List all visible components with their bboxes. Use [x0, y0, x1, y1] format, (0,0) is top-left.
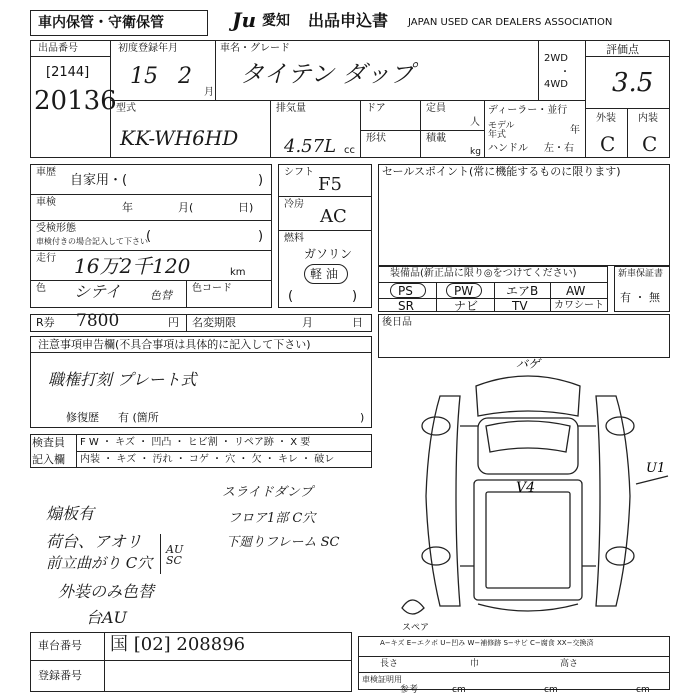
registration-label: 初度登録年月 — [118, 43, 178, 54]
inspection-label: 車検 — [36, 197, 56, 208]
dealer-label: ディーラー・並行 — [488, 105, 568, 116]
size-unit-height: cm — [636, 685, 650, 695]
lot-number: 20136 — [34, 86, 117, 116]
model-year-label: モデル年式 — [488, 121, 515, 140]
inspection-day-unit: 日) — [238, 201, 254, 214]
handle-label: ハンドル — [488, 143, 528, 154]
color-note: 色替 — [150, 289, 172, 302]
spare-tire — [402, 600, 424, 614]
shift-value: F5 — [318, 174, 342, 195]
fuel-diesel: 軽 油 — [310, 267, 338, 281]
remark-slide-dump: スライドダンプ — [222, 485, 313, 500]
notes-label: 注意事項申告欄(不具合事項は具体的に記入して下さい) — [38, 338, 311, 351]
color-code-label: 色コード — [192, 283, 232, 294]
equipment-sr: SR — [398, 299, 414, 313]
diagram-center-mark: V4 — [516, 480, 536, 496]
sales-point-label: セールスポイント(常に機能するものに限ります) — [382, 165, 621, 178]
score-value: 3.5 — [612, 68, 654, 98]
equipment-airbag: エアB — [506, 284, 539, 298]
warranty-label: 新車保証書 — [618, 269, 664, 279]
rear-left-wheel — [422, 547, 450, 565]
mileage-label: 走行 — [36, 253, 56, 264]
mileage-value: 16万2千120 — [74, 254, 191, 278]
shift-label: シフト — [284, 167, 314, 178]
cab-outline — [478, 418, 578, 474]
remark-floor: フロア1部 C穴 — [228, 511, 316, 526]
history-label: 車歴 — [36, 167, 56, 178]
inspector-label: 検査員 — [32, 436, 65, 449]
score-label: 評価点 — [606, 43, 639, 56]
recycle-label: R券 — [36, 316, 55, 329]
size-height: 高さ — [560, 659, 579, 669]
inspection-valid-note: 車検付きの場合記入して下さい — [36, 237, 148, 246]
front-right-wheel — [606, 417, 634, 435]
damage-codes-interior: 内装 ・ キズ ・ 汚れ ・ コゲ ・ 穴 ・ 欠 ・ キレ ・ 破レ — [80, 454, 335, 465]
history-value: 自家用・( — [70, 173, 128, 188]
interior-score: C — [642, 132, 658, 156]
diagram-top-label: バゲ — [516, 357, 541, 371]
bed-outline — [474, 480, 582, 600]
left-side-panel — [426, 396, 460, 606]
damage-codes-exterior: F W ・ キズ ・ 凹凸 ・ ヒビ割 ・ リペア跡 ・ X 要 — [80, 437, 311, 448]
load-unit: kg — [470, 147, 481, 157]
registration-month: 2 — [178, 64, 192, 89]
remark-bracket — [160, 534, 161, 574]
interior-score-label: 内装 — [638, 113, 658, 124]
color-value: シテイ — [74, 282, 121, 301]
inspection-year-unit: 年 — [122, 201, 133, 214]
lot-number-label: 出品番号 — [38, 43, 78, 54]
equipment-ps: PS — [398, 284, 413, 298]
size-ref: 参考 — [400, 685, 419, 695]
color-label: 色 — [36, 283, 46, 294]
remark-color-change: 外装のみ色替 — [58, 582, 155, 601]
expiry-label: 名変期限 — [192, 316, 236, 329]
size-length: 長さ — [380, 659, 399, 669]
damage-diagram — [378, 356, 678, 636]
recycle-unit: 円 — [168, 316, 179, 329]
warranty-options: 有 ・ 無 — [620, 291, 660, 304]
expiry-day: 日 — [352, 316, 363, 329]
exterior-score: C — [600, 132, 616, 156]
recycle-value: 7800 — [76, 311, 120, 331]
repair-close: ) — [360, 411, 365, 424]
lot-sub-number: [2144] — [46, 65, 90, 80]
remark-side-mark: AU SC — [166, 543, 184, 567]
displacement-label: 排気量 — [276, 103, 306, 114]
ac-value: AC — [320, 206, 347, 227]
mileage-unit: km — [230, 267, 246, 278]
shape-label: 形状 — [366, 133, 386, 144]
legend-line1: A−キズ E−エクボ U−凹み W−補修跡 S−サビ C−腐食 XX−交換済 — [380, 639, 594, 647]
car-name-label: 車名・グレード — [220, 43, 290, 54]
inspection-valid-close: ) — [258, 229, 264, 244]
fuel-label: 燃料 — [284, 233, 304, 244]
history-close: ) — [258, 173, 264, 188]
repair-value: 有 (箇所 — [118, 411, 159, 424]
exterior-score-label: 外装 — [596, 113, 616, 124]
chassis-label: 車台番号 — [38, 639, 82, 652]
storage-stamp-label: 車内保管・守衛保管 — [38, 15, 164, 31]
sales-point-block — [378, 164, 670, 266]
remark-gate: 煽板有 — [46, 504, 95, 523]
remark-bed: 荷台、アオリ — [46, 532, 142, 551]
model-value: KK-WH6HD — [120, 126, 239, 150]
spare-label: スペア — [402, 623, 430, 633]
remarks-label: 記入欄 — [32, 453, 65, 466]
front-left-wheel — [422, 417, 450, 435]
capacity-label: 定員 — [426, 103, 446, 114]
plate-label: 登録番号 — [38, 669, 82, 682]
diagram-side-mark: U1 — [646, 461, 666, 476]
front-outline — [476, 376, 580, 416]
equipment-label: 装備品(新正品に限り◎をつけてください) — [390, 268, 577, 279]
remark-front-post: 前立曲がり C穴 — [46, 554, 153, 572]
displacement-value: 4.57L — [284, 136, 337, 157]
size-unit-length: cm — [452, 685, 466, 695]
fuel-gasoline: ガソリン — [304, 247, 353, 261]
equipment-navi: ナビ — [454, 299, 479, 313]
association-name: 愛知 — [262, 13, 290, 29]
drive-4wd: 4WD — [544, 79, 568, 90]
handle-options: 左・右 — [544, 143, 574, 154]
remark-frame: 下廻りフレーム SC — [226, 535, 340, 550]
fuel-close: ) — [352, 289, 358, 304]
registration-month-unit: 月 — [204, 87, 214, 98]
fuel-open: ( — [288, 289, 294, 304]
inspection-valid-label: 受検形態 — [36, 223, 76, 234]
right-side-panel — [596, 396, 630, 606]
association-english: JAPAN USED CAR DEALERS ASSOCIATION — [408, 17, 613, 28]
size-width: 巾 — [470, 659, 480, 669]
equipment-tv: TV — [512, 299, 528, 313]
size-label: 車検証明用 — [362, 675, 402, 684]
expiry-month: 月 — [302, 316, 313, 329]
form-title: 出品申込書 — [308, 11, 389, 30]
equipment-leather-seat: カワシート — [554, 300, 604, 311]
rear-right-wheel — [606, 547, 634, 565]
rear-items-block — [378, 314, 670, 358]
drive-2wd: 2WD — [544, 53, 568, 64]
inspection-month-unit: 月( — [178, 201, 194, 214]
load-label: 積載 — [426, 133, 446, 144]
rear-items-label: 後日品 — [382, 317, 412, 328]
equipment-pw: PW — [454, 284, 474, 298]
model-label: 型式 — [116, 103, 136, 114]
ac-label: 冷房 — [284, 199, 304, 210]
registration-year: 15 — [130, 64, 158, 89]
door-label: ドア — [366, 103, 386, 114]
equipment-aw: AW — [566, 284, 586, 298]
association-logo: Ju — [232, 8, 257, 32]
size-unit-width: cm — [544, 685, 558, 695]
chassis-number: 国 [02] 208896 — [110, 634, 246, 655]
notes-handwritten: 職権打刻 プレート式 — [48, 370, 197, 389]
car-name-value: タイテン ダップ — [240, 60, 414, 88]
capacity-unit: 人 — [470, 117, 480, 128]
repair-label: 修復歴 — [66, 411, 99, 424]
displacement-unit: cc — [344, 145, 355, 156]
remark-au: 台AU — [86, 608, 128, 627]
drive-separator: ・ — [560, 67, 570, 78]
model-year-unit: 年 — [570, 125, 580, 136]
inspection-valid-open: ( — [146, 229, 152, 244]
